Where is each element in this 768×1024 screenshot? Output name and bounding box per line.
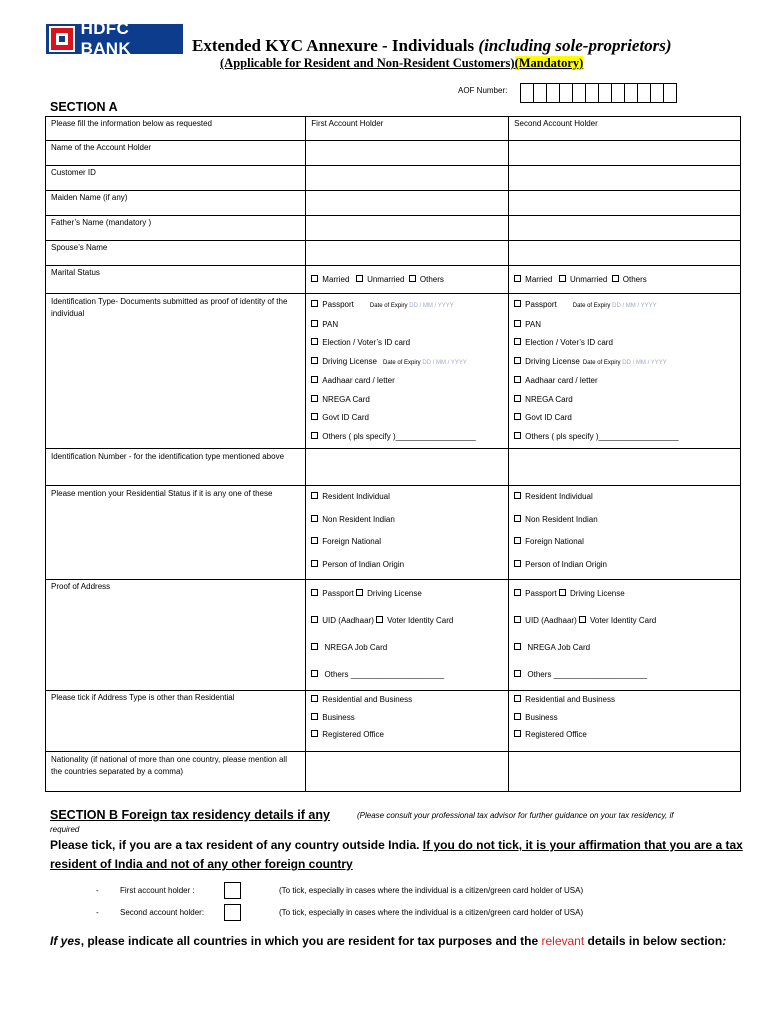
first-holder-id-options [306,294,509,449]
address-type-option[interactable]: Registered Office [311,726,503,744]
checkbox-icon[interactable] [514,560,521,567]
checkbox-icon[interactable] [514,695,521,702]
second-holder-customer-id-field[interactable] [509,166,741,191]
checkbox-icon[interactable] [514,537,521,544]
row-label-marital: Marital Status [46,266,306,294]
hdfc-logo-icon [49,26,75,52]
id-election-option[interactable]: Election / Voter’s ID card [311,334,503,353]
residential-option[interactable]: Non Resident Indian [311,509,503,532]
second-holder-id-options [509,294,741,449]
address-type-option[interactable]: Business [311,709,503,727]
checkbox-icon[interactable] [612,275,619,282]
id-nrega-option[interactable]: NREGA Card [514,391,735,410]
kyc-table [45,116,741,792]
table-row [46,580,741,691]
checkbox-icon[interactable] [559,589,566,596]
page-subtitle [220,56,583,71]
instruction-plain: Please tick, if you are a tax resident of any country outside India. [50,838,423,852]
first-holder-marital-options [306,266,509,294]
row-label-customer-id: Customer ID [46,166,306,191]
checkbox-icon[interactable] [356,589,363,596]
address-nrega-option[interactable]: NREGA Job Card [514,634,735,661]
table-row [46,486,741,580]
instruction-affirmation: If you do not tick, it is your affirmation that you are a tax resident of India and not of any other foreign country [50,838,743,871]
id-others-option[interactable]: Others ( pls specify )__________________ [514,428,735,447]
section-b-note: (Please consult your professional tax advisor for further guidance on your tax residency, if [357,811,674,820]
first-holder-address-options [306,580,509,691]
address-uid-voter-option[interactable]: UID (Aadhaar) Voter Identity Card [514,607,735,634]
row-label-id-number: Identification Number - for the identification type mentioned above [46,449,306,486]
aof-digit-box[interactable] [598,83,612,103]
checkbox-icon[interactable] [514,395,521,402]
checkbox-icon[interactable] [311,492,318,499]
first-holder-spouse-field[interactable] [306,241,509,266]
checkbox-icon[interactable] [514,376,521,383]
residential-option[interactable]: Foreign National [311,531,503,554]
id-nrega-option[interactable]: NREGA Card [311,391,503,410]
second-holder-nationality-field[interactable] [509,752,741,792]
checkbox-icon[interactable] [311,643,318,650]
id-driving-option[interactable]: Driving License Date of Expiry DD / MM / YYYY [311,353,503,373]
first-holder-name-field[interactable] [306,141,509,166]
id-others-option[interactable]: Others ( pls specify )__________________ [311,428,503,447]
row-label-id-type: Identification Type- Documents submitted as proof of identity of the individual [46,294,306,449]
address-others-option[interactable]: Others _____________________ [514,661,735,688]
second-holder-father-field[interactable] [509,216,741,241]
second-holder-residential-options [509,486,741,580]
residential-option[interactable]: Resident Individual [311,486,503,509]
address-uid-voter-option[interactable]: UID (Aadhaar) Voter Identity Card [311,607,503,634]
header-cell-first-holder: First Account Holder [306,117,509,141]
id-aadhaar-option[interactable]: Aadhaar card / letter [311,372,503,391]
second-holder-tax-checkbox[interactable] [224,904,241,921]
first-holder-address-type-options [306,691,509,752]
checkbox-icon[interactable] [409,275,416,282]
second-holder-marital-options [509,266,741,294]
checkbox-icon[interactable] [514,300,521,307]
checkbox-icon[interactable] [311,616,318,623]
address-type-option[interactable]: Residential and Business [514,691,735,709]
checkbox-icon[interactable] [311,713,318,720]
checkbox-icon[interactable] [311,357,318,364]
first-holder-id-number-field[interactable] [306,449,509,486]
residential-option[interactable]: Person of Indian Origin [514,554,735,577]
second-holder-maiden-field[interactable] [509,191,741,216]
address-passport-driving-option[interactable]: Passport Driving License [514,580,735,607]
row-label-father: Father’s Name (mandatory ) [46,216,306,241]
checkbox-icon[interactable] [311,275,318,282]
checkbox-icon[interactable] [559,275,566,282]
id-govt-option[interactable]: Govt ID Card [514,409,735,428]
checkbox-icon[interactable] [514,492,521,499]
marital-others-option[interactable]: Others [409,275,444,284]
checkbox-icon[interactable] [514,643,521,650]
marital-married-option[interactable]: Married [311,275,349,284]
id-passport-option[interactable]: Passport Date of Expiry DD / MM / YYYY [514,296,735,316]
table-row [46,294,741,449]
relevant-highlight: relevant [541,934,585,948]
aof-number-field[interactable] [521,83,677,103]
row-label-proof-address: Proof of Address [46,580,306,691]
section-a-heading: SECTION A [50,100,118,114]
id-passport-option[interactable]: Passport Date of Expiry DD / MM / YYYY [311,296,503,316]
checkbox-icon[interactable] [311,395,318,402]
second-holder-label: Second account holder: [120,908,205,917]
checkbox-icon[interactable] [514,275,521,282]
checkbox-icon[interactable] [311,515,318,522]
table-row [46,449,741,486]
address-others-option[interactable]: Others _____________________ [311,661,503,688]
row-label-address-type: Please tick if Address Type is other than Residential [46,691,306,752]
id-election-option[interactable]: Election / Voter’s ID card [514,334,735,353]
second-holder-spouse-field[interactable] [509,241,741,266]
subtitle-mandatory: (Mandatory) [514,56,584,70]
id-driving-option[interactable]: Driving License Date of Expiry DD / MM / YYYY [514,353,735,373]
aof-digit-box[interactable] [533,83,547,103]
aof-digit-box[interactable] [637,83,651,103]
checkbox-icon[interactable] [514,616,521,623]
first-holder-residential-options [306,486,509,580]
second-holder-id-number-field[interactable] [509,449,741,486]
first-holder-father-field[interactable] [306,216,509,241]
checkbox-icon[interactable] [514,730,521,737]
aof-digit-box[interactable] [572,83,586,103]
first-holder-customer-id-field[interactable] [306,166,509,191]
row-label-name: Name of the Account Holder [46,141,306,166]
aof-digit-box[interactable] [663,83,677,103]
checkbox-icon[interactable] [311,338,318,345]
first-holder-tax-checkbox[interactable] [224,882,241,899]
first-holder-note: (To tick, especially in cases where the individual is a citizen/green card holder of USA) [279,886,584,895]
checkbox-icon[interactable] [514,589,521,596]
checkbox-icon[interactable] [311,300,318,307]
second-holder-address-options [509,580,741,691]
aof-number-label: AOF Number: [458,86,508,95]
first-holder-label: First account holder : [120,886,195,895]
marital-unmarried-option[interactable]: Unmarried [559,275,607,284]
page-title [192,36,672,56]
second-holder-name-field[interactable] [509,141,741,166]
checkbox-icon[interactable] [514,670,521,677]
header-cell-second-holder: Second Account Holder [509,117,741,141]
aof-digit-box[interactable] [650,83,664,103]
aof-digit-box[interactable] [585,83,599,103]
table-row [46,752,741,792]
aof-digit-box[interactable] [624,83,638,103]
second-holder-note: (To tick, especially in cases where the individual is a citizen/green card holder of USA) [279,908,584,917]
section-b-note-cont: required [50,825,80,834]
id-pan-option[interactable]: PAN [311,316,503,335]
checkbox-icon[interactable] [514,515,521,522]
second-holder-address-type-options [509,691,741,752]
marital-married-option[interactable]: Married [514,275,552,284]
residential-option[interactable]: Foreign National [514,531,735,554]
checkbox-icon[interactable] [311,432,318,439]
address-nrega-option[interactable]: NREGA Job Card [311,634,503,661]
checkbox-icon[interactable] [376,616,383,623]
header-cell-info: Please fill the information below as requested [46,117,306,141]
aof-digit-box[interactable] [546,83,560,103]
tax-residency-instruction [50,836,750,874]
hdfc-bank-logo [46,19,183,58]
checkbox-icon[interactable] [514,357,521,364]
residential-option[interactable]: Non Resident Indian [514,509,735,532]
if-yes-label: If yes [50,934,81,948]
checkbox-icon[interactable] [514,713,521,720]
logo-text: HDFC BANK [80,19,131,58]
checkbox-icon[interactable] [311,413,318,420]
checkbox-icon[interactable] [311,670,318,677]
residential-option[interactable]: Person of Indian Origin [311,554,503,577]
table-row [46,266,741,294]
row-label-maiden: Maiden Name (if any) [46,191,306,216]
checkbox-icon[interactable] [311,537,318,544]
first-holder-nationality-field[interactable] [306,752,509,792]
aof-digit-box[interactable] [559,83,573,103]
aof-digit-box[interactable] [611,83,625,103]
checkbox-icon[interactable] [514,413,521,420]
marital-unmarried-option[interactable]: Unmarried [356,275,404,284]
row-label-spouse: Spouse’s Name [46,241,306,266]
row-label-residential: Please mention your Residential Status if it is any one of these [46,486,306,580]
address-type-option[interactable]: Registered Office [514,726,735,744]
checkbox-icon[interactable] [514,432,521,439]
table-row [46,191,741,216]
table-row [46,691,741,752]
address-passport-driving-option[interactable]: Passport Driving License [311,580,503,607]
if-yes-instruction: If yes, please indicate all countries in which you are resident for tax purposes and the relevant details in below section: [50,934,727,948]
residential-option[interactable]: Resident Individual [514,486,735,509]
checkbox-icon[interactable] [579,616,586,623]
table-row [46,241,741,266]
title-italic: (including sole-proprietors) [478,36,672,55]
address-type-option[interactable]: Residential and Business [311,691,503,709]
id-aadhaar-option[interactable]: Aadhaar card / letter [514,372,735,391]
table-row [46,141,741,166]
address-type-option[interactable]: Business [514,709,735,727]
checkbox-icon[interactable] [514,320,521,327]
aof-digit-box[interactable] [520,83,534,103]
marital-others-option[interactable]: Others [612,275,647,284]
checkbox-icon[interactable] [311,589,318,596]
table-row [46,216,741,241]
first-holder-maiden-field[interactable] [306,191,509,216]
checkbox-icon[interactable] [311,695,318,702]
id-pan-option[interactable]: PAN [514,316,735,335]
id-govt-option[interactable]: Govt ID Card [311,409,503,428]
checkbox-icon[interactable] [356,275,363,282]
checkbox-icon[interactable] [514,338,521,345]
checkbox-icon[interactable] [311,560,318,567]
table-header-row [46,117,741,141]
section-b-heading: SECTION B Foreign tax residency details if any [50,808,330,822]
subtitle-main: (Applicable for Resident and Non-Resident Customers) [220,56,515,70]
table-row [46,166,741,191]
checkbox-icon[interactable] [311,730,318,737]
checkbox-icon[interactable] [311,320,318,327]
checkbox-icon[interactable] [311,376,318,383]
title-main: Extended KYC Annexure - Individuals [192,36,479,55]
row-label-nationality: Nationality (if national of more than one country, please mention all the countries separated by a comma) [46,752,306,792]
